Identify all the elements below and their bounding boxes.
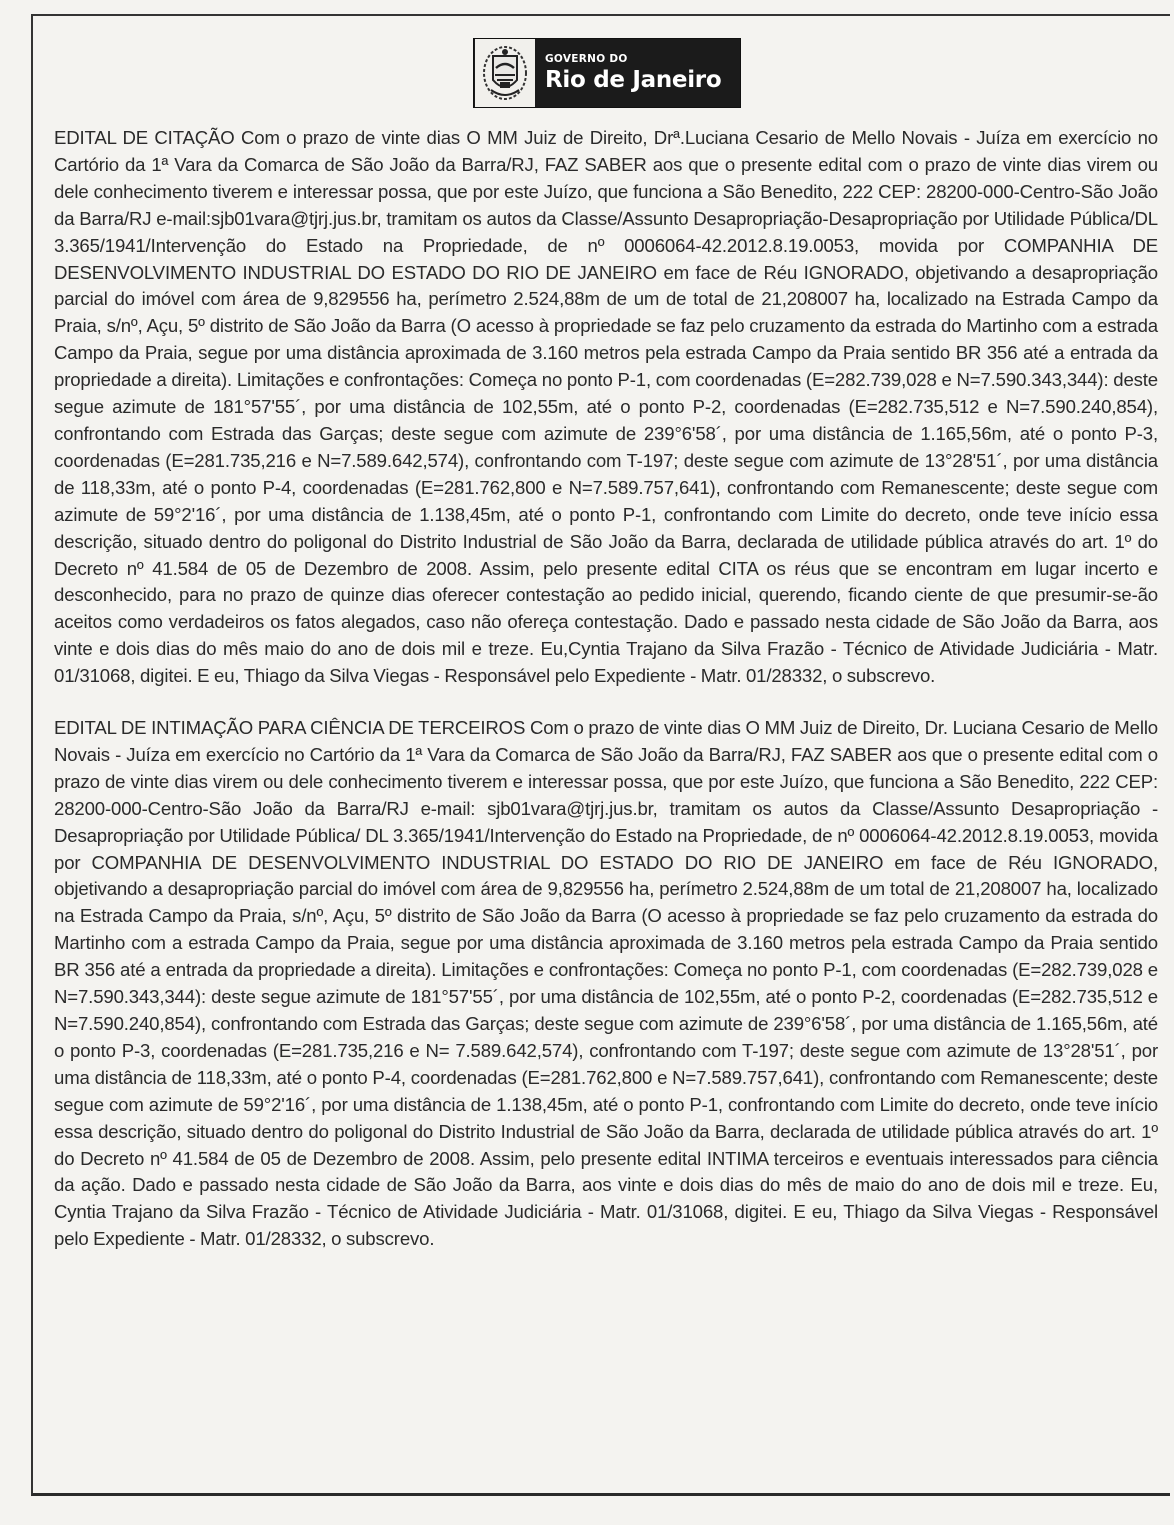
edital-citacao-title: EDITAL DE CITAÇÃO (54, 127, 235, 148)
logo-rio-de-janeiro: Rio de Janeiro (545, 66, 722, 93)
government-logo (473, 38, 741, 108)
edital-intimacao (54, 715, 1158, 1253)
edital-citacao-body: Com o prazo de vinte dias O MM Juiz de Direito, Drª.Luciana Cesario de Mello Novais - Juíza em exercício no Cartório da 1ª Vara da Comarca de São João da Barra/RJ, FAZ SABER aos que o presente edital com o prazo de vinte dias virem ou dele conhecimento tiverem e interessar possa, que por este Juízo, que funciona a São Benedito, 222 CEP: 28200-000-Centro-São João da Barra/RJ e-mail:sjb01vara@tjrj.jus.br, tramitam os autos da Classe/Assunto Desapropriação-Desapropriação por Utilidade Pública/DL 3.365/1941/Intervenção do Estado na Propriedade, de nº 0006064-42.2012.8.19.0053, movida por COMPANHIA DE DESENVOLVIMENTO INDUSTRIAL DO ESTADO DO RIO DE JANEIRO em face de Réu IGNORADO, objetivando a desapropriação parcial do imóvel com área de 9,829556 ha, perímetro 2.524,88m de um de total de 21,208007 ha, localizado na Estrada Campo da Praia, s/nº, Açu, 5º distrito de São João da Barra (O acesso à propriedade se faz pelo cruzamento da estrada do Martinho com a estrada Campo da Praia, segue por uma distância aproximada de 3.160 metros pela estrada Campo da Praia sentido BR 356 até a entrada da propriedade a direita). Limitações e confrontações: Começa no ponto P-1, com coordenadas (E=282.739,028 e N=7.590.343,344): deste segue azimute de 181°57'55´, por uma distância de 102,55m, até o ponto P-2, coordenadas (E=282.735,512 e N=7.590.240,854), confrontando com Estrada das Garças; deste segue com azimute de 239°6'58´, por uma distância de 1.165,56m, até o ponto P-3, coordenadas (E=281.735,216 e N=7.589.642,574), confrontando com T-197; deste segue com azimute de 13°28'51´, por uma distância de 118,33m, até o ponto P-4, coordenadas (E=281.762,800 e N=7.589.757,641), confrontando com Remanescente; deste segue com azimute de 59°2'16´, por uma distância de 1.138,45m, até o ponto P-1, confrontando com Limite do decreto, onde teve início essa descrição, situado dentro do poligonal do Distrito Industrial de São João da Barra, declarada de utilidade pública através do art. 1º do Decreto nº 41.584 de 05 de Dezembro de 2008. Assim, pelo presente edital CITA os réus que se encontram em lugar incerto e desconhecido, para no prazo de quinze dias oferecer contestação ao pedido inicial, querendo, ficando ciente de que presumir-se-ão aceitos como verdadeiros os fatos alegados, caso não ofereça contestação. Dado e passado nesta cidade de São João da Barra, aos vinte e dois dias do mês maio do ano de dois mil e treze. Eu,Cyntia Trajano da Silva Frazão - Técnico de Atividade Judiciária - Matr. 01/31068, digitei. E eu, Thiago da Silva Viegas - Responsável pelo Expediente - Matr. 01/28332, o subscrevo. (54, 127, 1159, 687)
edital-intimacao-title: EDITAL DE INTIMAÇÃO PARA CIÊNCIA DE TERCEIROS (54, 717, 526, 739)
state-coat-of-arms-icon (475, 39, 535, 107)
logo-governo-do: GOVERNO DO (545, 53, 628, 66)
notices-content (54, 125, 1158, 1253)
edital-citacao (54, 125, 1158, 690)
edital-intimacao-body: Com o prazo de vinte dias O MM Juiz de Direito, Dr. Luciana Cesario de Mello Novais - Juíza em exercício no Cartório da 1ª Vara da Comarca de São João da Barra/RJ, FAZ SABER aos que o presente edital com o prazo de vinte dias virem ou dele conhecimento tiverem e interessar possa, que por este Juízo, que funciona a São Benedito, 222 CEP: 28200-000-Centro-São João da Barra/RJ e-mail: sjb01vara@tjrj.jus.br, tramitam os autos da Classe/Assunto Desapropriação - Desapropriação por Utilidade Pública/ DL 3.365/1941/Intervenção do Estado na Propriedade, de nº 0006064-42.2012.8.19.0053, movida por COMPANHIA DE DESENVOLVIMENTO INDUSTRIAL DO ESTADO DO RIO DE JANEIRO em face de Réu IGNORADO, objetivando a desapropriação parcial do imóvel com área de 9,829556 ha, perímetro 2.524,88m de um total de 21,208007 ha, localizado na Estrada Campo da Praia, s/nº, Açu, 5º distrito de São João da Barra (O acesso à propriedade se faz pelo cruzamento da estrada do Martinho com a estrada Campo da Praia, segue por uma distância aproximada de 3.160 metros pela estrada Campo da Praia sentido BR 356 até a entrada da propriedade a direita). Limitações e confrontações: Começa no ponto P-1, com coordenadas (E=282.739,028 e N=7.590.343,344): deste segue azimute de 181°57'55´, por uma distância de 102,55m, até o ponto P-2, coordenadas (E=282.735,512 e N=7.590.240,854), confrontando com Estrada das Garças; deste segue com azimute de 239°6'58´, por uma distância de 1.165,56m, até o ponto P-3, coordenadas (E=281.735,216 e N= 7.589.642,574), confrontando com T-197; deste segue com azimute de 13°28'51´, por uma distância de 118,33m, até o ponto P-4, coordenadas (E=281.762,800 e N=7.589.757,641), confrontando com Remanescente; deste segue com azimute de 59°2'16´, por uma distância de 1.138,45m, até o ponto P-1, confrontando com Limite do decreto, onde teve início essa descrição, situado dentro do poligonal do Distrito Industrial de São João da Barra, declarada de utilidade pública através do art. 1º do Decreto nº 41.584 de 05 de Dezembro de 2008. Assim, pelo presente edital INTIMA terceiros e eventuais interessados para ciência da ação. Dado e passado nesta cidade de São João da Barra, aos vinte e dois dias do mês de maio do ano de dois mil e treze. Eu, Cyntia Trajano da Silva Frazão - Técnico de Atividade Judiciária - Matr. 01/31068, digitei. E eu, Thiago da Silva Viegas - Responsável pelo Expediente - Matr. 01/28332, o subscrevo. (54, 717, 1158, 1250)
